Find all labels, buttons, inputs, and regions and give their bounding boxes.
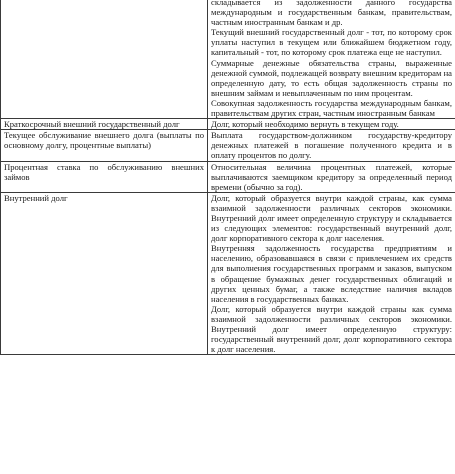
table-row: [1, 0, 455, 119]
definition-paragraph: Текущий внешний государственный долг - тот, по которому срок уплаты наступил в текущем или ближайшем бюджетном году, капитальный - тот, по которому срок платежа еще не наступил.: [211, 27, 452, 58]
term-cell: Краткосрочный внешний государственный долг: [1, 119, 208, 130]
term-cell: Текущее обслуживание внешнего долга (выплаты по основному долгу, процентные выплаты): [1, 130, 208, 161]
definition-paragraph: Выплата государством-должником государству-кредитору денежных платежей в погашение полученного кредита и в оплату процентов по долгу.: [211, 130, 452, 161]
definition-paragraph: Относительная величина процентных платежей, которые выплачиваются заемщиком кредитору за определенный период времени (обычно за год).: [211, 161, 452, 192]
definition-paragraph: складывается из задолженности данного государства международным и государственным банкам, правительствам, частным иностранным банкам и др.: [211, 0, 452, 28]
definition-paragraph: Суммарные денежные обязательства страны, выраженные денежной суммой, подлежащей возврату внешним кредиторам на определенную дату, то есть общая задолженность страны по внешним займам и невыплаченным по ним процентам.: [211, 57, 452, 98]
table-row: [1, 161, 455, 192]
definition-cell: [208, 130, 455, 161]
table-row: [1, 119, 455, 130]
definition-cell: [208, 161, 455, 192]
definition-paragraph: Долг, который образуется внутри каждой страны как сумма взаимной задолженности различных секторов экономики. Внутренний долг имеет определенную структуру: государственный внутренний долг, долг корпоративного сектора к долг населения.: [211, 303, 452, 355]
definition-paragraph: Долг, который необходимо вернуть в текущем году.: [211, 119, 399, 130]
definition-cell: [208, 192, 455, 355]
definition-cell: [208, 119, 455, 130]
table-row: [1, 192, 455, 355]
term-cell: Процентная ставка по обслуживанию внешних займов: [1, 161, 208, 192]
definition-paragraph: Внутренняя задолженность государства предприятиям и населению, образовавшаяся в связи с привлечением их средств для выполнения государственных программ и заказов, выпуском в обращение бумажных денег государственных облигаций и других ценных бумаг, а также вследствие наличия вкладов населения в государственных банках.: [211, 243, 452, 304]
term-cell: [1, 0, 208, 119]
term-cell: Внутренний долг: [1, 192, 208, 355]
definition-paragraph: Долг, который образуется внутри каждой страны, как сумма взаимной задолженности различных секторов экономики. Внутренний долг имеет определенную структуру и складывается из следующих элементов: государственный внутренний долг, долг корпоративного сектора к долг населения.: [211, 192, 452, 244]
definition-cell: [208, 0, 455, 119]
table-row: [1, 130, 455, 161]
definition-paragraph: Совокупная задолженность государства международным банкам, правительствам других стран, частным иностранным банкам: [211, 97, 452, 119]
